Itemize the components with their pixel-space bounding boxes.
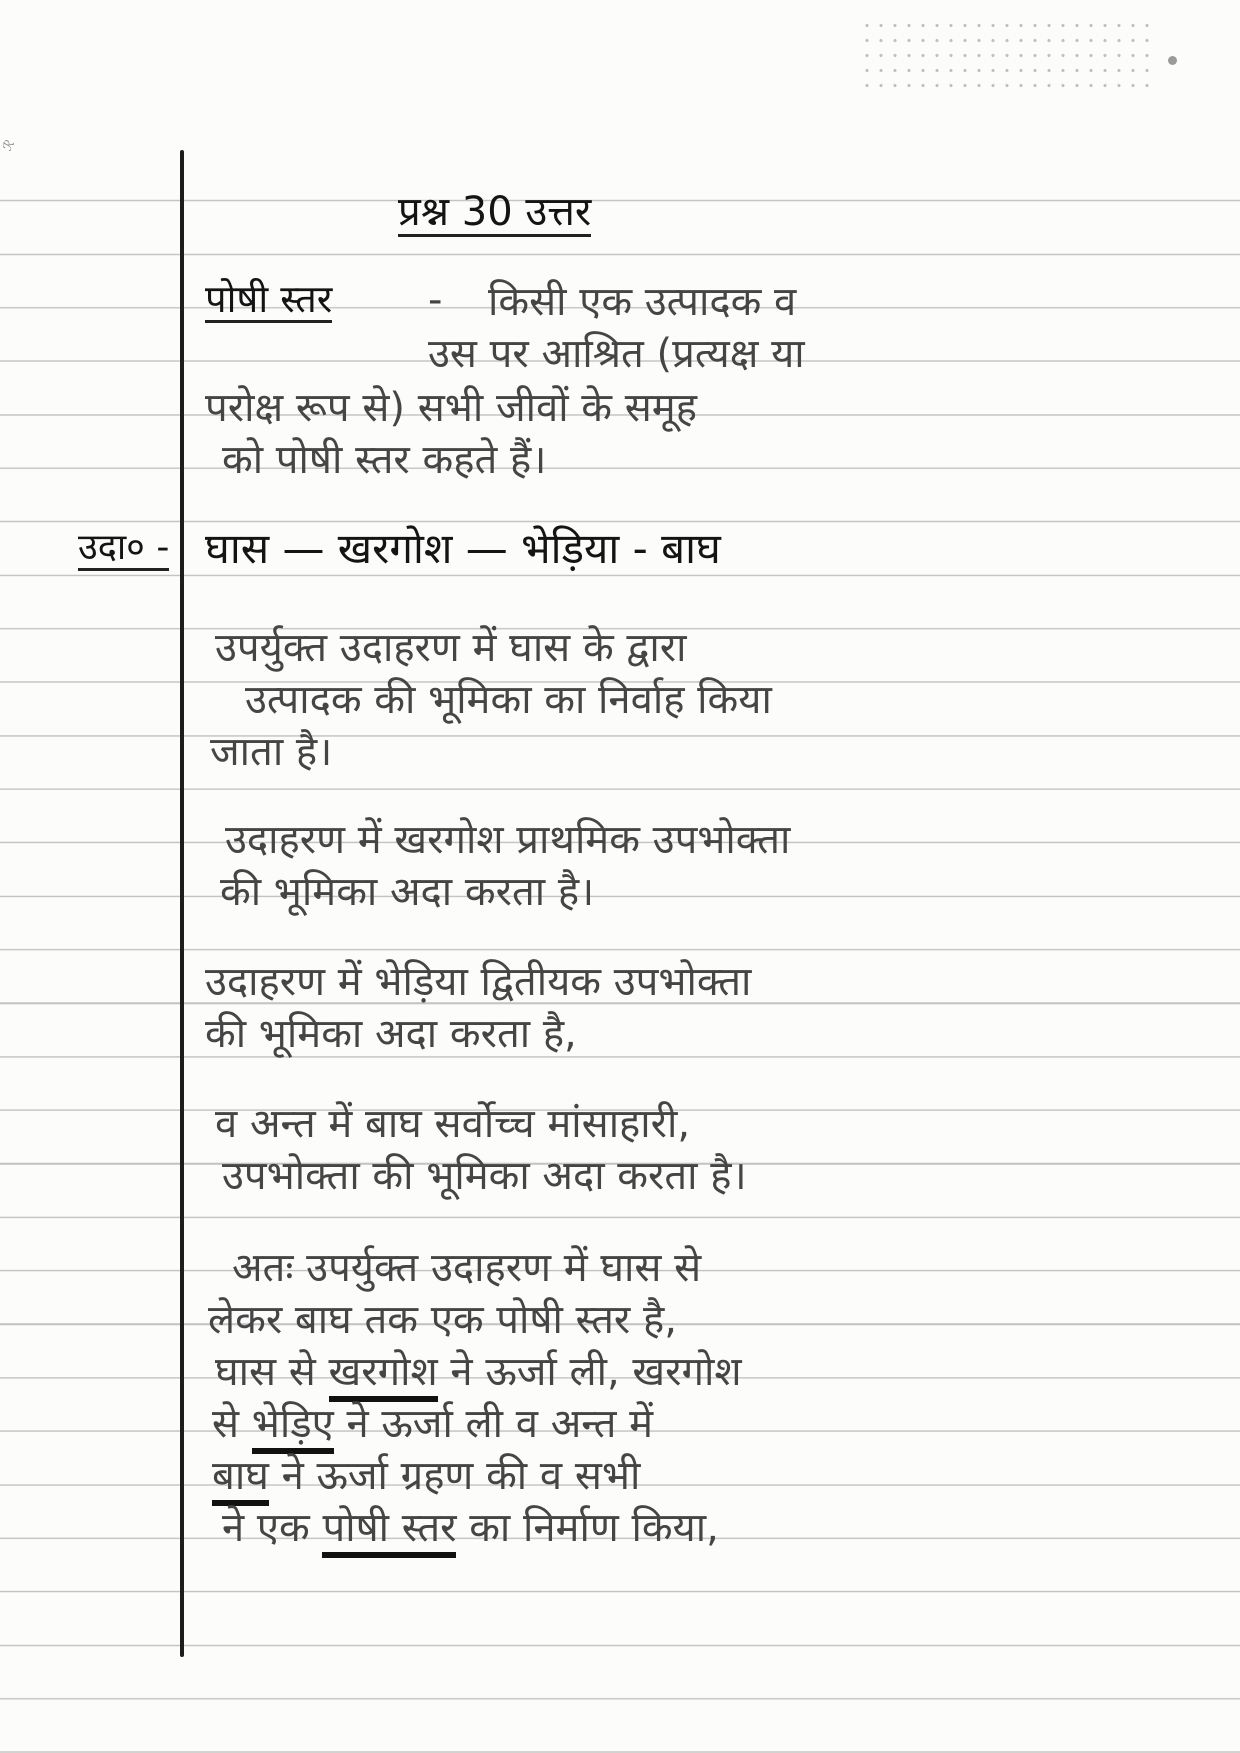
conclusion-line: [212, 1401, 654, 1447]
paragraph-line: जाता है।: [210, 729, 333, 775]
paragraph-line: उपभोक्ता की भूमिका अदा करता है।: [222, 1153, 747, 1199]
paragraph-line: व अन्त में बाघ सर्वोच्च मांसाहारी,: [215, 1101, 691, 1147]
text-span: से: [212, 1401, 240, 1447]
margin-line: [180, 150, 184, 1657]
text-span: का निर्माण किया,: [469, 1505, 719, 1551]
conclusion-line: [222, 1505, 719, 1551]
definition-line: किसी एक उत्पादक व: [488, 279, 797, 325]
conclusion-line: अतः उपर्युक्त उदाहरण में घास से: [232, 1245, 702, 1291]
text-span: घास से: [215, 1349, 316, 1395]
example-label: उदा० -: [78, 530, 169, 571]
underlined-word: भेड़िए: [252, 1401, 334, 1454]
text-span: ने ऊर्जा ग्रहण की व सभी: [281, 1453, 641, 1499]
paragraph-line: उत्पादक की भूमिका का निर्वाह किया: [245, 677, 772, 723]
definition-line: उस पर आश्रित (प्रत्यक्ष या: [428, 331, 805, 377]
definition-line: को पोषी स्तर कहते हैं।: [222, 437, 547, 483]
text-span: ने ऊर्जा ली व अन्त में: [346, 1401, 654, 1447]
definition-term: पोषी स्तर: [205, 277, 333, 321]
punch-hole: [1168, 56, 1177, 65]
food-chain: घास — खरगोश — भेड़िया - बाघ: [205, 524, 721, 573]
text-span: ने एक: [222, 1505, 310, 1551]
corner-scribble: ℛ: [0, 137, 19, 154]
paragraph-line: की भूमिका अदा करता है।: [220, 869, 595, 915]
conclusion-line: [212, 1453, 641, 1499]
paragraph-line: उदाहरण में भेड़िया द्वितीयक उपभोक्ता: [205, 959, 752, 1005]
definition-line: परोक्ष रूप से) सभी जीवों के समूह: [205, 385, 697, 431]
paragraph-line: उपर्युक्त उदाहरण में घास के द्वारा: [215, 625, 687, 671]
underlined-word: बाघ: [212, 1453, 269, 1506]
text-span: ने ऊर्जा ली, खरगोश: [450, 1349, 742, 1395]
underlined-word: पोषी स्तर: [322, 1505, 456, 1558]
perforation-dots: [860, 18, 1150, 98]
conclusion-line: [215, 1349, 742, 1395]
paragraph-line: की भूमिका अदा करता है,: [205, 1011, 577, 1057]
page-title: प्रश्न 30 उत्तर: [398, 189, 592, 235]
paragraph-line: उदाहरण में खरगोश प्राथमिक उपभोक्ता: [225, 817, 791, 863]
definition-separator: -: [428, 277, 443, 323]
underlined-word: खरगोश: [329, 1349, 438, 1402]
conclusion-line: लेकर बाघ तक एक पोषी स्तर है,: [208, 1297, 677, 1343]
